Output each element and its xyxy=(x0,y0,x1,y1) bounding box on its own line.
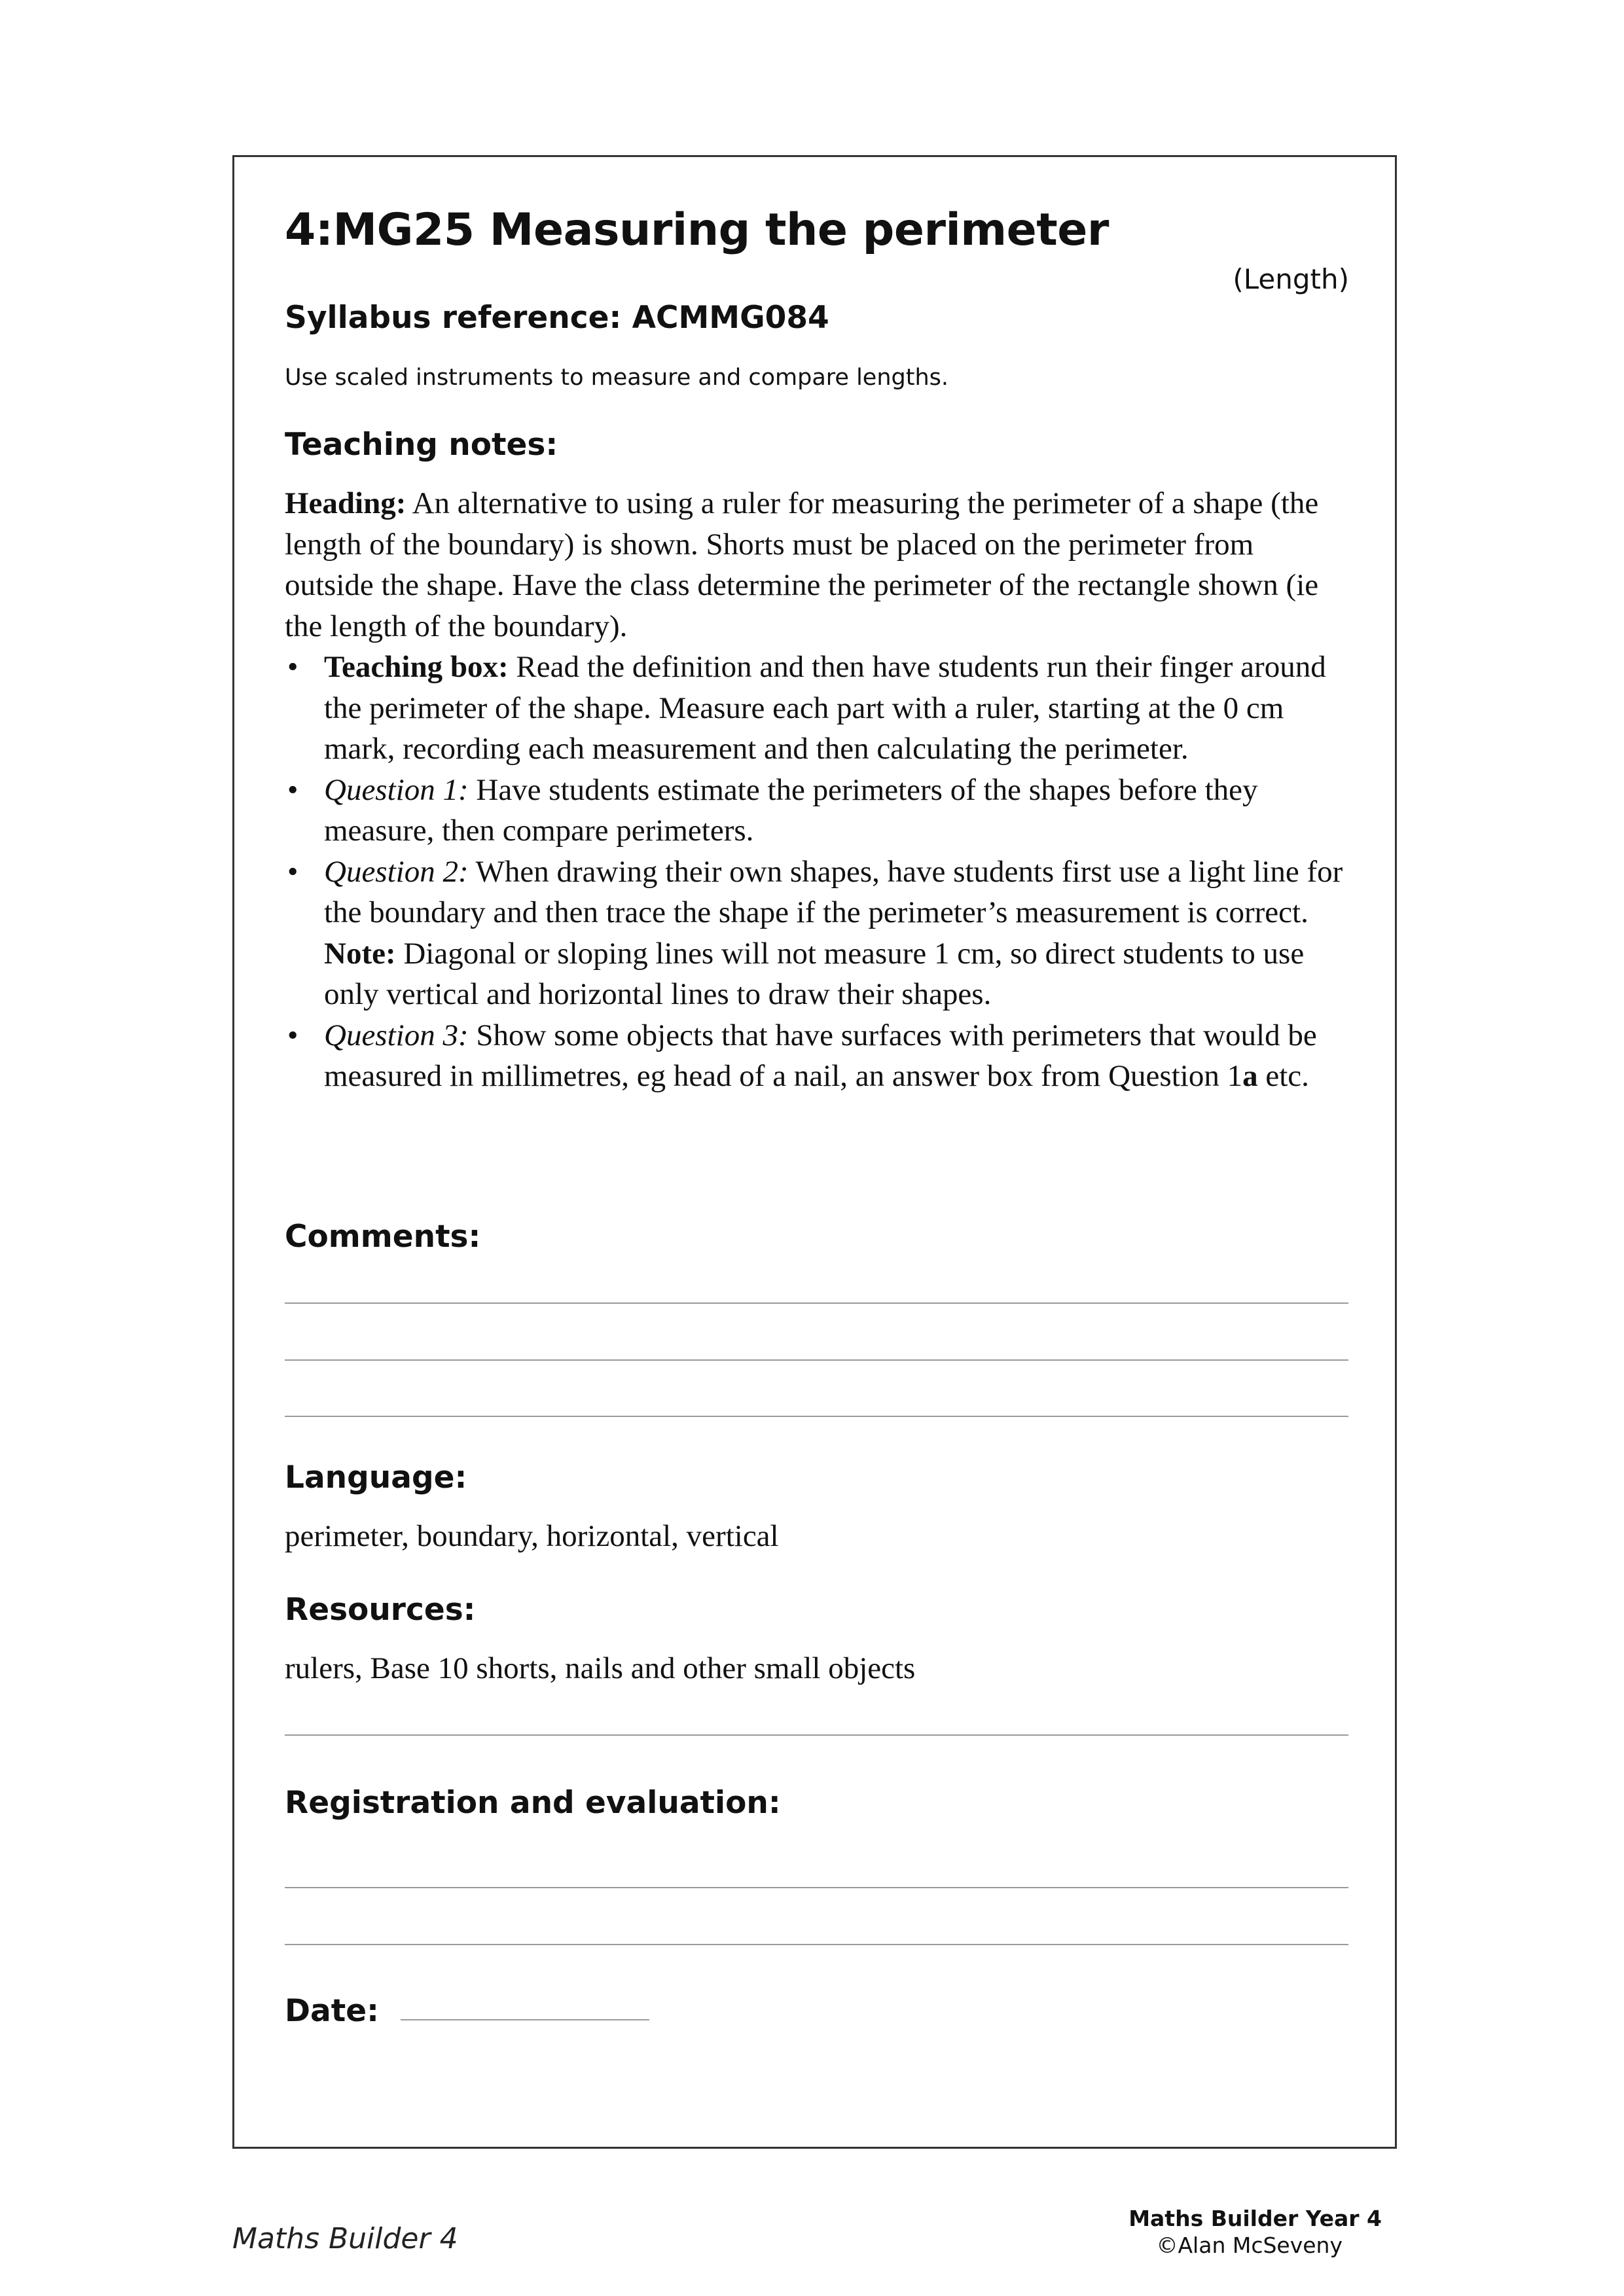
list-item xyxy=(285,852,1348,1015)
language-heading: Language: xyxy=(285,1460,467,1496)
intro-text: An alternative to using a ruler for measuring the perimeter of a shape (the length of the boundary) is shown. Shorts must be placed on the perimeter from outside the shape. Have the class determine the perimeter of the rectangle shown (ie the length of the boundary). xyxy=(285,486,1319,643)
outcome-text: Use scaled instruments to measure and compare lengths. xyxy=(285,365,948,391)
date-line xyxy=(401,2019,649,2020)
bullet-text: Show some objects that have surfaces with perimeters that would be measured in millimetres, eg head of a nail, an answer box from Question 1 xyxy=(324,1018,1317,1093)
registration-line xyxy=(285,1944,1348,1945)
teaching-notes-body xyxy=(285,483,1348,1097)
bullet-text: When drawing their own shapes, have students first use a light line for the boundary and then trace the shape if the perimeter’s measurement is correct. xyxy=(324,854,1343,929)
language-text: perimeter, boundary, horizontal, vertical xyxy=(285,1519,779,1553)
page-title: 4:MG25 Measuring the perimeter xyxy=(285,204,1109,256)
registration-heading: Registration and evaluation: xyxy=(285,1785,781,1821)
bullet-text: Have students estimate the perimeters of the shapes before they measure, then compare perimeters. xyxy=(324,772,1258,848)
comments-line xyxy=(285,1302,1348,1304)
date-label: Date: xyxy=(285,1993,379,2029)
comments-heading: Comments: xyxy=(285,1219,481,1255)
note-label: Note: xyxy=(324,936,396,971)
bullet-bold-suffix: a xyxy=(1242,1059,1258,1093)
bullet-text: Read the definition and then have students run their finger around the perimeter of the shape. Measure each part with a ruler, starting at the 0 cm mark, recording each measurement and then calculating the perimeter. xyxy=(324,650,1326,766)
teaching-notes-intro xyxy=(285,483,1348,647)
intro-label: Heading: xyxy=(285,486,406,520)
footer-copyright: ©Alan McSeveny xyxy=(1156,2233,1343,2258)
teaching-notes-list xyxy=(285,647,1348,1097)
list-item xyxy=(285,647,1348,770)
registration-line xyxy=(285,1887,1348,1888)
bullet-label: Question 2: xyxy=(324,854,469,889)
bullet-label: Question 3: xyxy=(324,1018,469,1052)
bullet-tail: etc. xyxy=(1257,1059,1309,1093)
note-text: Diagonal or sloping lines will not measure 1 cm, so direct students to use only vertical and horizontal lines to draw their shapes. xyxy=(324,936,1305,1011)
strand-label: (Length) xyxy=(1233,263,1349,295)
bullet-label: Question 1: xyxy=(324,772,469,807)
bullet-label: Teaching box: xyxy=(324,650,509,684)
syllabus-reference: Syllabus reference: ACMMG084 xyxy=(285,300,829,336)
footer-book-title: Maths Builder 4 xyxy=(232,2222,458,2255)
resources-line xyxy=(285,1734,1348,1736)
list-item xyxy=(285,1015,1348,1097)
resources-text: rulers, Base 10 shorts, nails and other small objects xyxy=(285,1651,916,1685)
comments-line xyxy=(285,1359,1348,1361)
comments-line xyxy=(285,1416,1348,1417)
teaching-notes-heading: Teaching notes: xyxy=(285,427,558,463)
list-item xyxy=(285,770,1348,852)
resources-heading: Resources: xyxy=(285,1592,476,1628)
footer-series: Maths Builder Year 4 xyxy=(1128,2206,1382,2231)
